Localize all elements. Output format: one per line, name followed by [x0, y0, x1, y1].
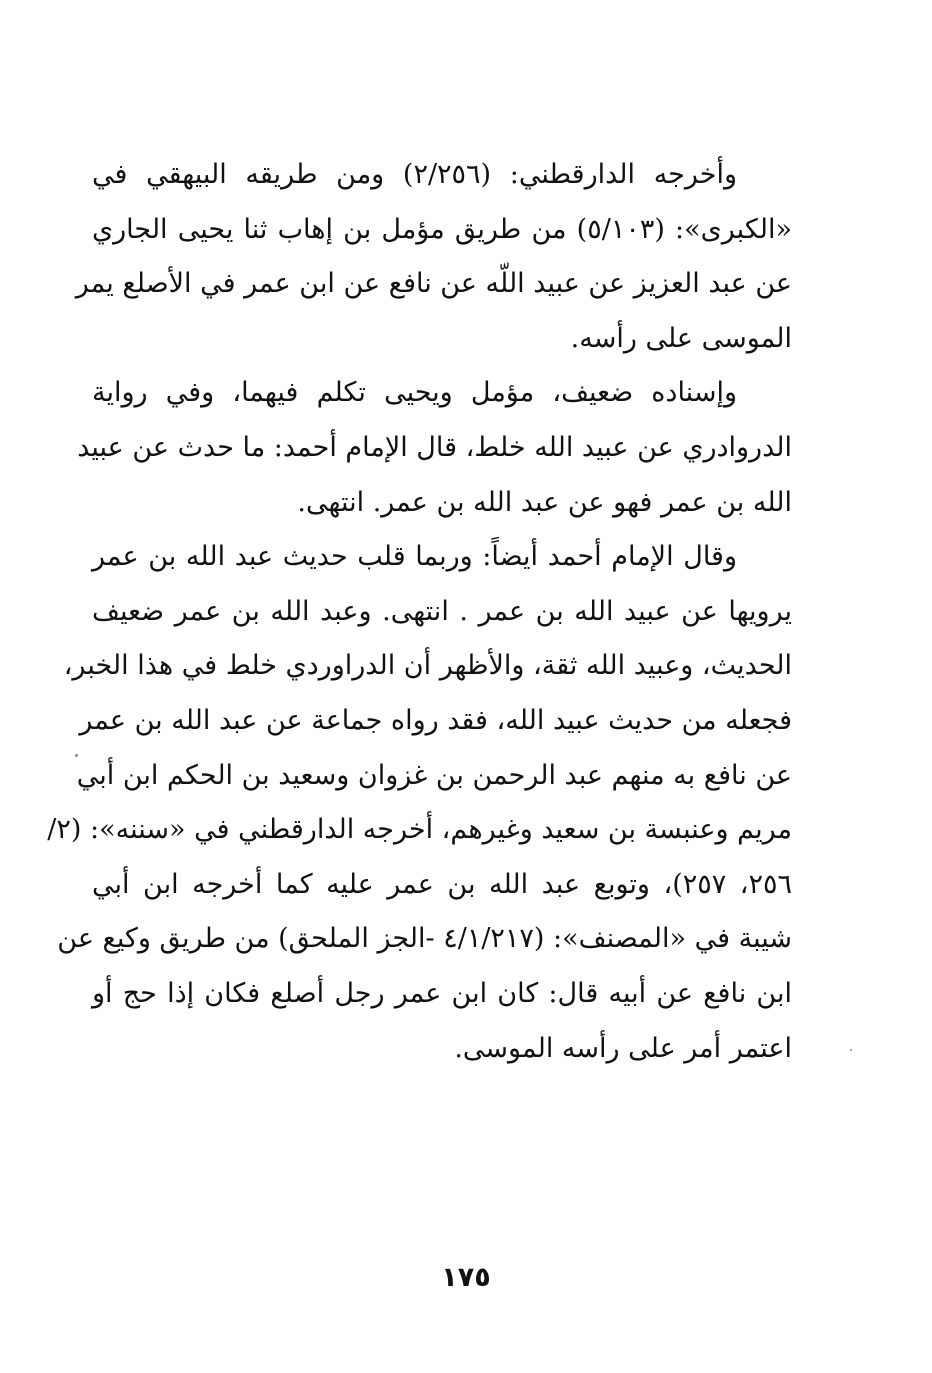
paragraph-3: [47, 530, 792, 1076]
text-line: عن نافع به منهم عبد الرحمن بن غزوان وسعيد بن الحكم ابن أبي: [76, 759, 792, 791]
paragraph-1: [75, 148, 792, 366]
text-line: وقال الإمام أحمد أيضاً: وربما قلب حديث عبد الله بن عمر: [92, 541, 737, 573]
body-text: [47, 148, 792, 1076]
scan-speck: [75, 754, 78, 757]
text-line: الله بن عمر فهو عن عبد الله بن عمر. انتهى.: [297, 486, 792, 518]
scan-speck: [850, 1049, 852, 1051]
text-line: شيبة في «المصنف»: (٤/١/٢١٧ -الجز الملحق) من طريق وكيع عن: [57, 923, 792, 955]
text-line: الحديث، وعبيد الله ثقة، والأظهر أن الدراوردي خلط في هذا الخبر،: [63, 650, 792, 682]
text-line: «الكبرى»: (٥/١٠٣) من طريق مؤمل بن إهاب ثنا يحيى الجاري: [92, 213, 792, 245]
text-line: وأخرجه الدارقطني: (٢/٢٥٦) ومن طريقه البيهقي في: [92, 159, 737, 190]
text-line: الدروادري عن عبيد الله خلط، قال الإمام أحمد: ما حدث عن عبيد: [77, 431, 792, 463]
text-line: اعتمر أمر على رأسه الموسى.: [454, 1032, 792, 1064]
text-line: فجعله من حديث عبيد الله، فقد رواه جماعة عن عبد الله بن عمر: [79, 704, 792, 736]
text-line: وإسناده ضعيف، مؤمل ويحيى تكلم فيهما، وفي رواية: [92, 377, 737, 409]
text-line: مريم وعنبسة بن سعيد وغيرهم، أخرجه الدارقطني في «سننه»: (٢/: [47, 814, 792, 846]
text-line: عن عبد العزيز عن عبيد اللّه عن نافع عن ابن عمر في الأصلع يمر: [75, 268, 792, 300]
text-line: ٢٥٦، ٢٥٧)، وتوبع عبد الله بن عمر عليه كما أخرجه ابن أبي: [92, 868, 792, 900]
text-line: يرويها عن عبيد الله بن عمر . انتهى. وعبد الله بن عمر ضعيف: [92, 595, 792, 627]
text-line: ابن نافع عن أبيه قال: كان ابن عمر رجل أصلع فكان إذا حج أو: [92, 977, 792, 1009]
text-line: الموسى على رأسه.: [570, 322, 792, 354]
paragraph-2: [77, 366, 792, 530]
page-number: ١٧٥: [441, 1262, 491, 1293]
